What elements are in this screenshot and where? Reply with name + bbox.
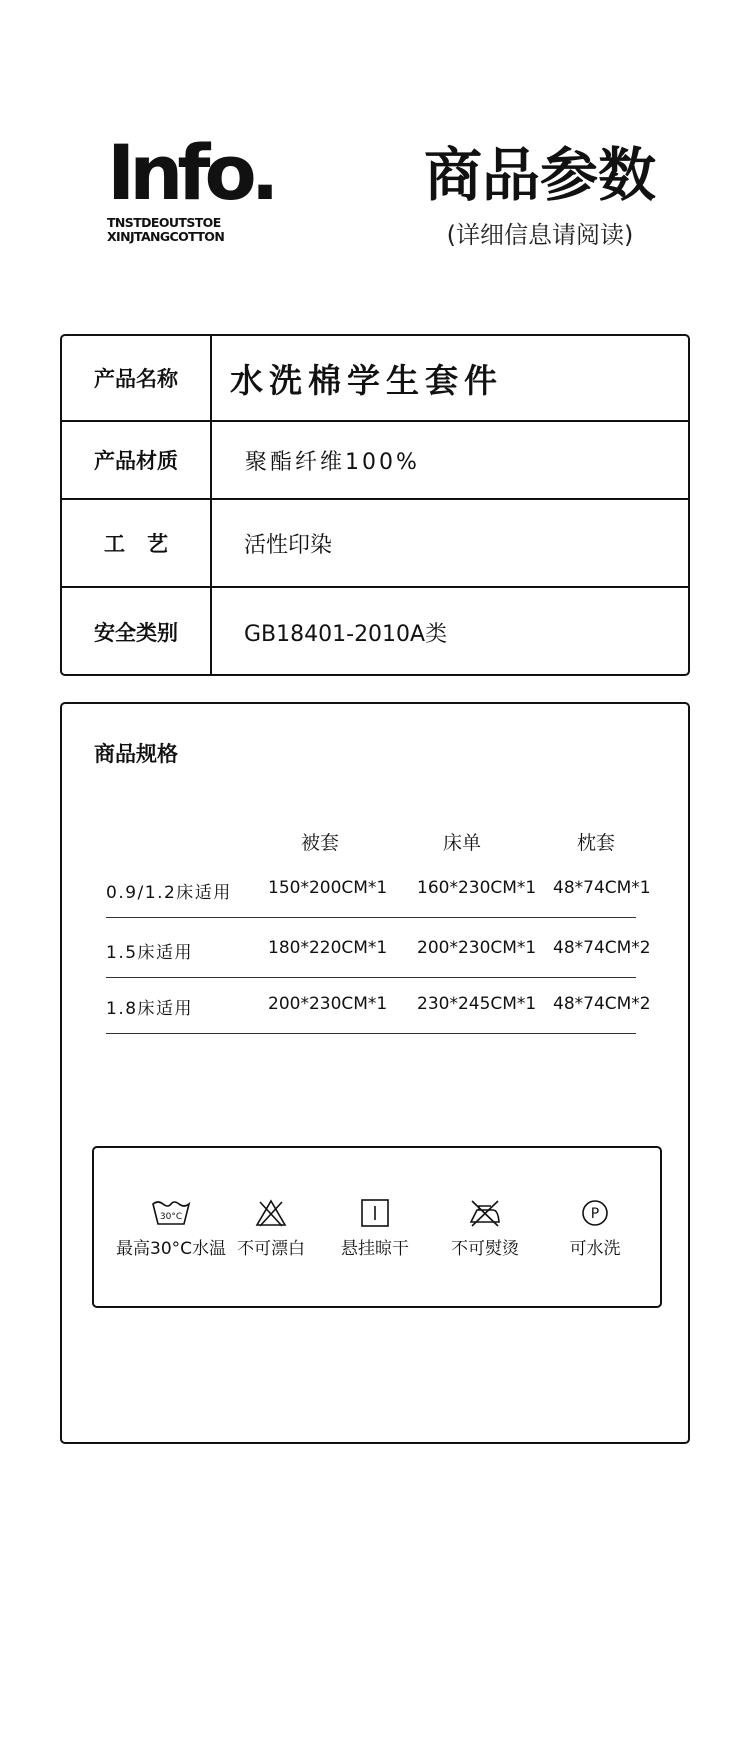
size-cell: 1.8床适用 <box>106 999 194 1019</box>
table-row <box>106 868 651 918</box>
sheet-cell: 200*230CM*1 <box>417 938 537 958</box>
param-value: 聚酯纤维100% <box>245 449 420 475</box>
care-label: 不可漂白 <box>237 1239 305 1259</box>
param-row-craft <box>62 498 688 586</box>
header-sheet: 床单 <box>442 832 481 854</box>
care-item-dryclean <box>540 1198 650 1259</box>
param-label: 产品名称 <box>94 367 178 391</box>
care-item-wash <box>116 1198 226 1259</box>
param-label: 工艺 <box>104 532 190 556</box>
no-iron-icon <box>467 1198 503 1228</box>
size-cell: 0.9/1.2床适用 <box>106 883 232 903</box>
wash-temp-badge: 30°C <box>159 1212 183 1222</box>
logo-word: Info. <box>107 128 274 217</box>
param-row-safety <box>62 586 688 676</box>
care-instructions <box>92 1146 662 1308</box>
care-item-iron <box>430 1198 540 1259</box>
param-row-name <box>62 336 688 420</box>
spec-panel <box>60 702 690 1444</box>
dry-clean-p-icon <box>580 1198 610 1228</box>
param-value: 水洗棉学生套件 <box>230 360 503 400</box>
care-label: 最高30°C水温 <box>116 1239 227 1259</box>
header-duvet: 被套 <box>300 832 339 854</box>
param-label: 安全类别 <box>94 621 178 645</box>
dry-clean-badge: P <box>590 1206 600 1222</box>
wash-30-icon <box>150 1198 192 1228</box>
page-title: 商品参数 <box>423 141 656 209</box>
param-value: 活性印染 <box>244 532 333 558</box>
logo-line-1: TNSTDEOUTSTOE <box>107 215 221 230</box>
logo-line-2: XINJTANGCOTTON <box>107 229 225 244</box>
pillow-cell: 48*74CM*2 <box>553 994 651 1014</box>
header-pillow: 枕套 <box>576 832 615 854</box>
care-item-hang <box>320 1198 430 1259</box>
size-cell: 1.5床适用 <box>106 943 194 963</box>
duvet-cell: 150*200CM*1 <box>268 878 388 898</box>
title-block <box>395 142 685 250</box>
params-table <box>60 334 690 676</box>
no-bleach-icon <box>254 1198 288 1228</box>
care-label: 悬挂晾干 <box>341 1239 409 1259</box>
pillow-cell: 48*74CM*2 <box>553 938 651 958</box>
table-row <box>106 928 651 978</box>
care-label: 不可熨烫 <box>451 1239 519 1259</box>
pillow-cell: 48*74CM*1 <box>553 878 651 898</box>
duvet-cell: 200*230CM*1 <box>268 994 388 1014</box>
care-label: 可水洗 <box>569 1239 621 1259</box>
page-subtitle: (详细信息请阅读) <box>446 221 634 249</box>
duvet-cell: 180*220CM*1 <box>268 938 388 958</box>
param-label: 产品材质 <box>94 449 178 473</box>
spec-title: 商品规格 <box>94 742 178 766</box>
sheet-cell: 160*230CM*1 <box>417 878 537 898</box>
hang-dry-icon <box>360 1198 390 1228</box>
table-row <box>106 984 651 1034</box>
brand-logo <box>107 128 327 244</box>
param-row-material <box>62 420 688 498</box>
care-item-bleach <box>216 1198 326 1259</box>
param-value: GB18401-2010A类 <box>244 621 448 647</box>
sheet-cell: 230*245CM*1 <box>417 994 537 1014</box>
